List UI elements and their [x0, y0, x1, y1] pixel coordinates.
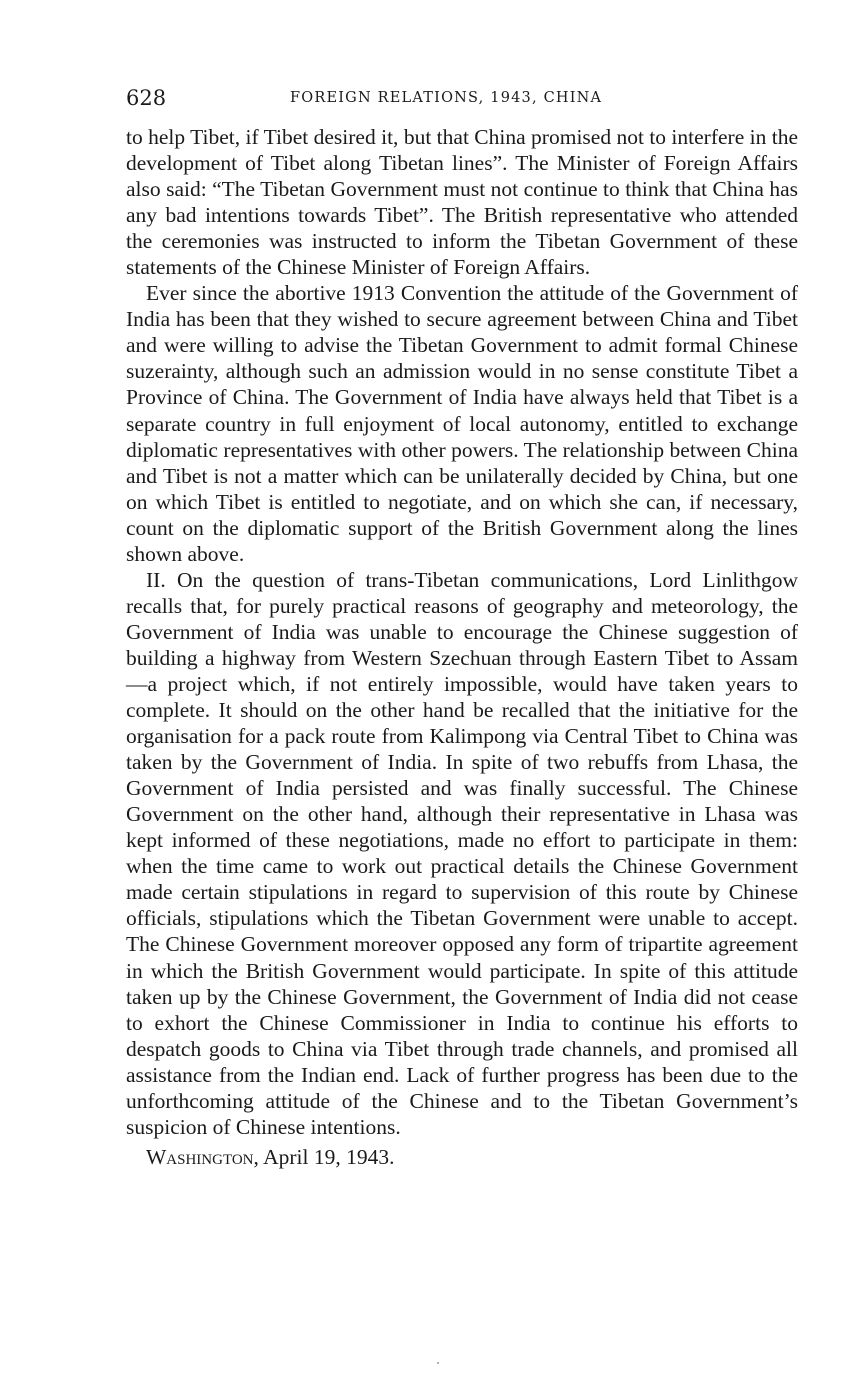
- page-number: 628: [126, 86, 167, 110]
- running-title: FOREIGN RELATIONS, 1943, CHINA: [290, 90, 603, 106]
- paragraph-convention: Ever since the abortive 1913 Convention the attitude of the Government of India has been that they wished to secure agreement between China and Tibet and were willing to advise the Tibetan Government to admit formal Chinese suzerainty, although such an admission would in no sense constitute Tibet a Province of China. The Government of India have always held that Tibet is a separate country in full enjoyment of local autonomy, entitled to exchange diplomatic representatives with other powers. The relationship between China and Tibet is not a matter which can be unilaterally decided by China, but one on which Tibet is entitled to negotiate, and on which she can, if necessary, count on the diplomatic support of the British Government along the lines shown above.: [126, 281, 798, 566]
- scan-speck: [437, 1362, 439, 1364]
- document-page: [126, 86, 798, 1170]
- signoff-place: Washington: [146, 1144, 254, 1169]
- body-text: [126, 124, 798, 1140]
- signoff: [126, 1144, 798, 1170]
- signoff-date: , April 19, 1943.: [253, 1144, 395, 1169]
- paragraph-communications: II. On the question of trans-Tibetan communications, Lord Linlithgow recalls that, for purely practical reasons of geography and meteorology, the Government of India was unable to encourage the Chinese suggestion of building a highway from Western Szechuan through Eastern Tibet to Assam—a project which, if not entirely impossible, would have taken years to complete. It should on the other hand be recalled that the initiative for the organisation for a pack route from Kalimpong via Central Tibet to China was taken by the Government of India. In spite of two rebuffs from Lhasa, the Government of India persisted and was finally successful. The Chinese Government on the other hand, although their representative in Lhasa was kept informed of these negotiations, made no effort to participate in them: when the time came to work out practical details the Chinese Government made certain stipulations in regard to supervision of this route by Chinese officials, stipulations which the Tibetan Government were unable to accept. The Chinese Government moreover opposed any form of tripartite agreement in which the British Government would participate. In spite of this attitude taken up by the Chinese Government, the Government of India did not cease to exhort the Chinese Commissioner in India to continue his efforts to despatch goods to China via Tibet through trade channels, and promised all assistance from the Indian end. Lack of further progress has been due to the unforthcoming attitude of the Chinese and to the Tibetan Government’s suspicion of Chinese intentions.: [126, 567, 798, 1139]
- paragraph-continued: to help Tibet, if Tibet desired it, but that China promised not to interfere in the development of Tibet along Tibetan lines”. The Minister of Foreign Affairs also said: “The Tibetan Government must not continue to think that China has any bad intentions towards Tibet”. The British representative who attended the ceremonies was instructed to inform the Tibetan Government of these statements of the Chinese Minister of Foreign Affairs.: [126, 125, 798, 280]
- running-head: [126, 86, 798, 112]
